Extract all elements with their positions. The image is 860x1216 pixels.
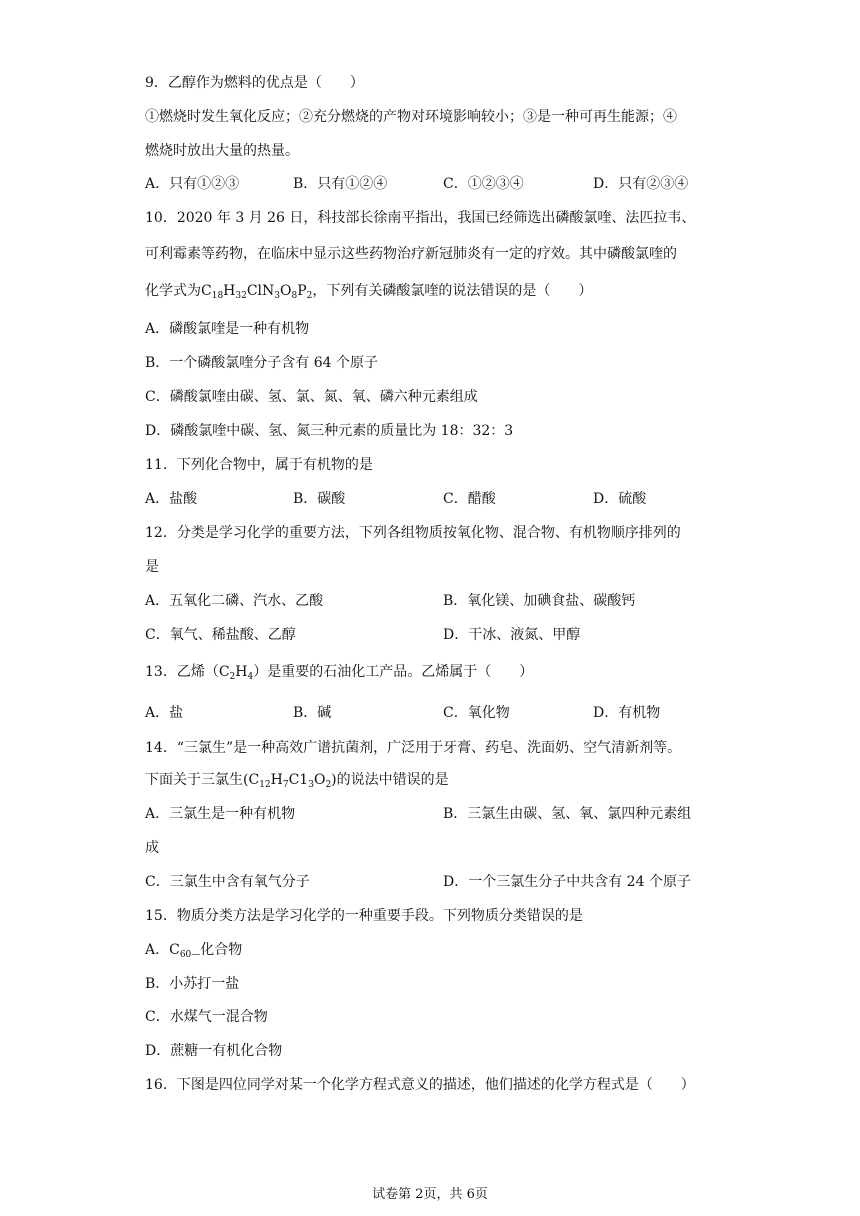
q14-option-a: A．三氯生是一种有机物 — [145, 806, 296, 822]
q10-option-d: D．磷酸氯喹中碳、氢、氮三种元素的质量比为 18：32：3 — [145, 423, 514, 439]
q15-option-b: B．小苏打一盐 — [145, 976, 240, 992]
q11-option-a: A．盐酸 — [145, 491, 198, 507]
q14-option-c: C．三氯生中含有氧气分子 — [145, 874, 310, 890]
q15-option-d: D．蔗糖一有机化合物 — [145, 1043, 283, 1059]
q15-option-c: C．水煤气一混合物 — [145, 1009, 268, 1025]
q9-line2: 燃烧时放出大量的热量。 — [145, 143, 299, 159]
q14-option-d: D．一个三氯生分子中共含有 24 个原子 — [443, 874, 691, 890]
q10-line1: 10．2020 年 3 月 26 日，科技部长徐南平指出，我国已经筛选出磷酸氯喹、法匹拉韦、 — [145, 210, 696, 226]
q9-option-a: A．只有①②③ — [145, 176, 240, 192]
q10-option-b: B．一个磷酸氯喹分子含有 64 个原子 — [145, 355, 379, 371]
q12-line2: 是 — [145, 559, 159, 575]
q15-stem: 15．物质分类方法是学习化学的一种重要手段。下列物质分类错误的是 — [145, 908, 583, 924]
chloroquine-phosphate-formula: $C_{18}H_{32}ClN_3O_8P_2$ — [201, 283, 313, 301]
q11-option-b: B．碳酸 — [293, 491, 346, 507]
q11-stem: 11．下列化合物中，属于有机物的是 — [145, 457, 373, 473]
q10-option-c: C．磷酸氯喹由碳、氢、氯、氮、氧、磷六种元素组成 — [145, 389, 478, 405]
q13-option-c: C．氧化物 — [443, 705, 510, 721]
q9-option-b: B．只有①②④ — [293, 176, 388, 192]
q15-option-a: A．$C_{60—}$化合物 — [145, 942, 243, 960]
q12-option-d: D．干冰、液氮、甲醇 — [443, 627, 581, 643]
q11-option-c: C．醋酸 — [443, 491, 496, 507]
page-footer: 试卷第 2页，共 6页 — [372, 1187, 488, 1202]
q10-line3: 化学式为$C_{18}H_{32}ClN_3O_8P_2$，下列有关磷酸氯喹的说法错误的是（ ） — [145, 283, 593, 301]
q9-option-c: C．①②③④ — [443, 176, 524, 192]
q12-line1: 12．分类是学习化学的重要方法，下列各组物质按氧化物、混合物、有机物顺序排列的 — [145, 525, 681, 541]
q12-option-b: B．氧化镁、加碘食盐、碳酸钙 — [443, 593, 636, 609]
ethylene-formula: $C_2H_4$ — [218, 664, 254, 682]
q13-option-b: B．碱 — [293, 705, 332, 721]
q14-option-b-wrap: 成 — [145, 840, 159, 856]
q16-stem: 16．下图是四位同学对某一个化学方程式意义的描述，他们描述的化学方程式是（ ） — [145, 1077, 695, 1093]
q9-line1: ①燃烧时发生氧化反应；②充分燃烧的产物对环境影响较小；③是一种可再生能源；④ — [145, 109, 677, 125]
q10-line2: 可利霉素等药物，在临床中显示这些药物治疗新冠肺炎有一定的疗效。其中磷酸氯喹的 — [145, 246, 677, 262]
q11-option-d: D．硫酸 — [593, 491, 647, 507]
q13-stem: 13．乙烯$(C_2H_4)$是重要的石油化工产品。乙烯属于（ ） — [145, 664, 534, 682]
q9-option-d: D．只有②③④ — [593, 176, 689, 192]
q12-option-c: C．氧气、稀盐酸、乙醇 — [145, 627, 296, 643]
q13-option-d: D．有机物 — [593, 705, 661, 721]
q9-stem: 9．乙醇作为燃料的优点是（ ） — [145, 75, 364, 91]
q13-option-a: A．盐 — [145, 705, 184, 721]
triclosan-formula: $C_{12}H_7C1_3O_2$ — [248, 772, 332, 790]
q14-option-b: B．三氯生由碳、氢、氧、氯四种元素组 — [443, 806, 692, 822]
q12-option-a: A．五氧化二磷、汽水、乙酸 — [145, 593, 324, 609]
q14-line1: 14．“三氯生”是一种高效广谱抗菌剂，广泛用于牙膏、药皂、洗面奶、空气清新剂等。 — [145, 740, 682, 756]
q10-option-a: A．磷酸氯喹是一种有机物 — [145, 321, 310, 337]
q14-line2: 下面关于三氯生$(C_{12}H_7C1_3O_2)$的说法中错误的是 — [145, 772, 449, 790]
